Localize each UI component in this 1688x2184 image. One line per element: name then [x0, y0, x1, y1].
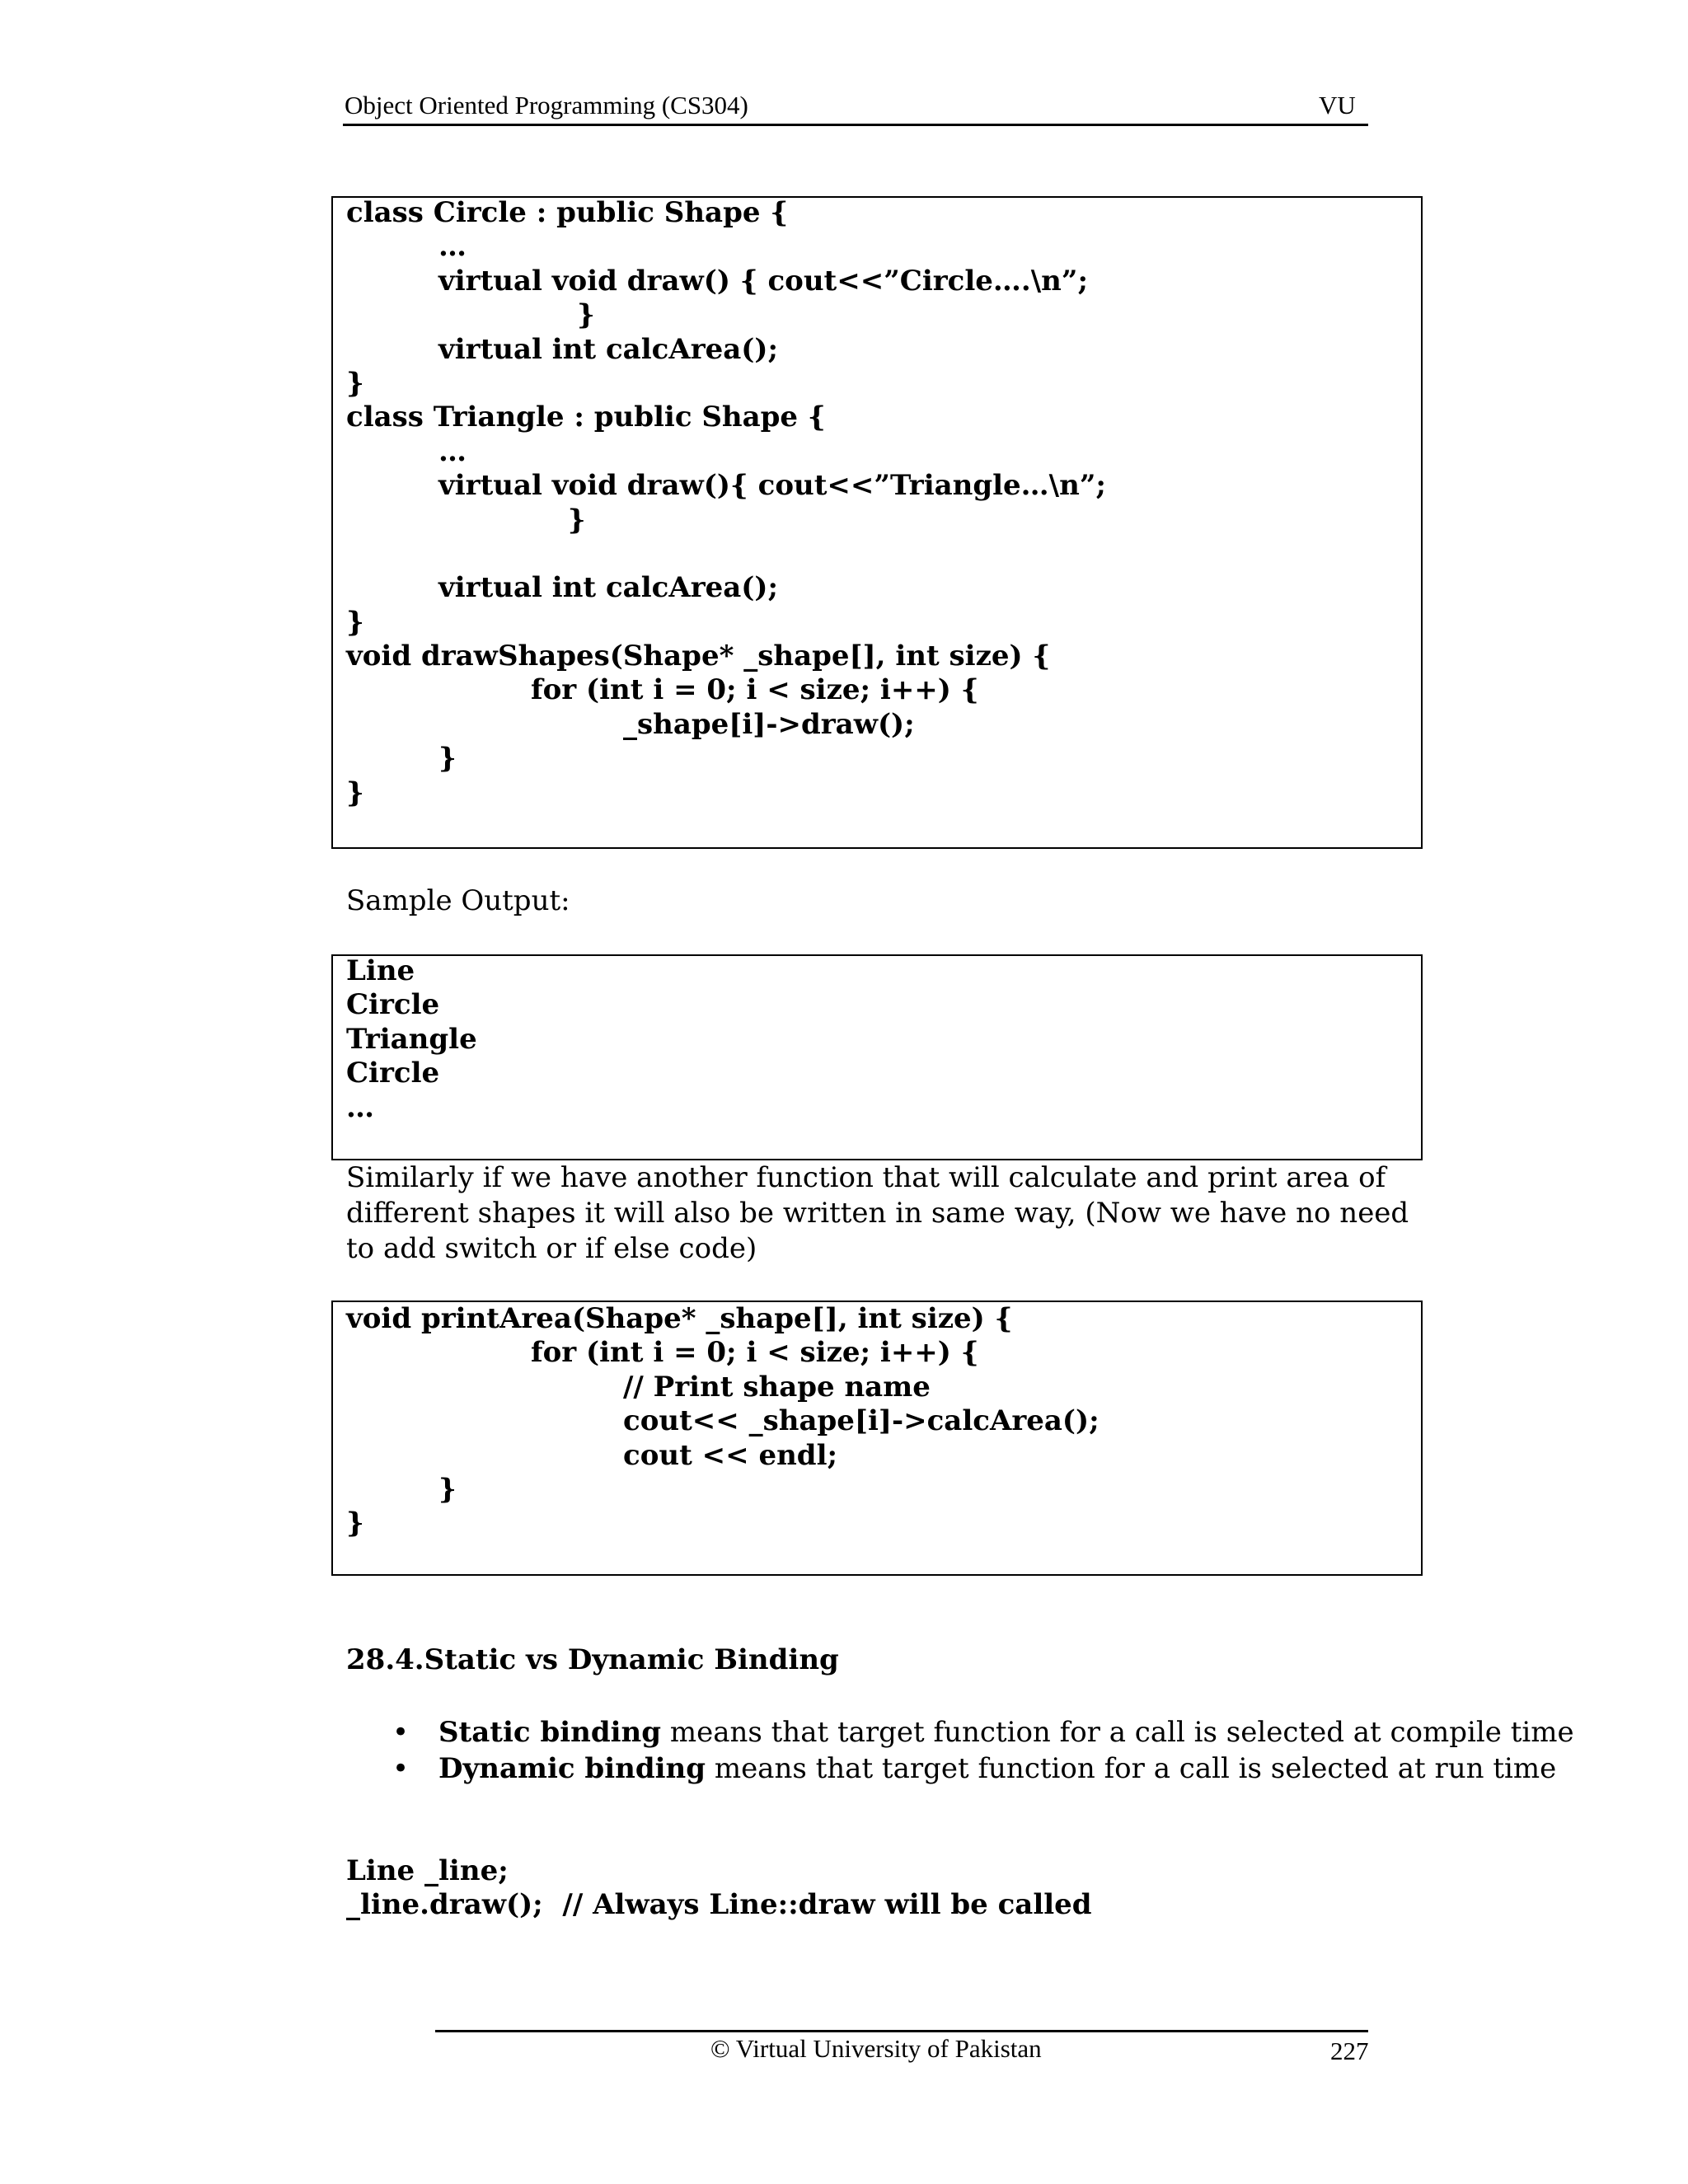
running-header-org: VU	[1319, 91, 1356, 120]
code-line: for (int i = 0; i < size; i++) {	[531, 673, 979, 707]
code-line: // Print shape name	[623, 1370, 931, 1404]
code-line: Line _line;	[346, 1854, 509, 1887]
code-block-draw-shapes	[346, 196, 1106, 810]
code-line: cout<< _shape[i]->calcArea();	[623, 1404, 1100, 1438]
output-line: …	[346, 1090, 374, 1124]
code-line: }	[346, 366, 364, 400]
code-line: }	[577, 298, 595, 332]
code-line: _line.draw(); // Always Line::draw will be called	[346, 1888, 1092, 1922]
section-heading: 28.4.Static vs Dynamic Binding	[346, 1643, 839, 1676]
code-line: void drawShapes(Shape* _shape[], int size) {	[346, 640, 1051, 673]
bullet-icon: •	[392, 1716, 410, 1749]
explanation-paragraph: Similarly if we have another function that will calculate and print area of different shapes it will also be written in same way, (Now we have no need to add switch or if else code)	[346, 1161, 1409, 1265]
output-box	[331, 954, 1423, 1160]
bullet-icon: •	[392, 1752, 410, 1785]
code-line: …	[438, 434, 467, 468]
code-line: virtual void draw(){ cout<<”Triangle…\n”;	[438, 469, 1106, 503]
code-line: class Circle : public Shape {	[346, 196, 789, 229]
code-line: virtual void draw() { cout<<”Circle….\n”;	[438, 264, 1089, 298]
code-line: }	[346, 1507, 364, 1540]
code-line: }	[346, 776, 364, 809]
code-line: }	[438, 1472, 457, 1506]
code-line: for (int i = 0; i < size; i++) {	[531, 1336, 979, 1370]
sample-output-label: Sample Output:	[346, 884, 570, 917]
bullet-definition: means that target function for a call is selected at compile time	[661, 1716, 1574, 1749]
output-line: Circle	[346, 1057, 440, 1090]
code-line: }	[567, 503, 586, 537]
footer-rule	[435, 2030, 1368, 2032]
code-line: virtual int calcArea();	[438, 571, 779, 605]
code-line	[346, 537, 1106, 571]
code-line: cout << endl;	[623, 1438, 838, 1472]
running-header-course: Object Oriented Programming (CS304)	[345, 91, 748, 120]
sample-output-block	[346, 954, 477, 1125]
output-line: Circle	[346, 988, 440, 1022]
page-number: 227	[1330, 2036, 1369, 2065]
code-line: class Triangle : public Shape {	[346, 401, 826, 434]
code-block-print-area	[346, 1302, 1100, 1541]
code-line: _shape[i]->draw();	[623, 707, 915, 741]
code-line: }	[346, 605, 364, 639]
bullet-term: Static binding	[438, 1716, 662, 1749]
code-line: void printArea(Shape* _shape[], int size) {	[346, 1302, 1013, 1335]
code-line: …	[438, 230, 467, 264]
code-line: virtual int calcArea();	[438, 332, 779, 366]
code-line: }	[438, 742, 457, 776]
bullet-term: Dynamic binding	[438, 1752, 706, 1785]
output-line: Triangle	[346, 1022, 477, 1056]
footer-copyright: © Virtual University of Pakistan	[710, 2034, 1042, 2063]
output-line: Line	[346, 954, 415, 987]
bullet-definition: means that target function for a call is selected at run time	[706, 1752, 1557, 1785]
header-rule	[343, 124, 1368, 126]
code-block-static-binding	[346, 1854, 1092, 1923]
